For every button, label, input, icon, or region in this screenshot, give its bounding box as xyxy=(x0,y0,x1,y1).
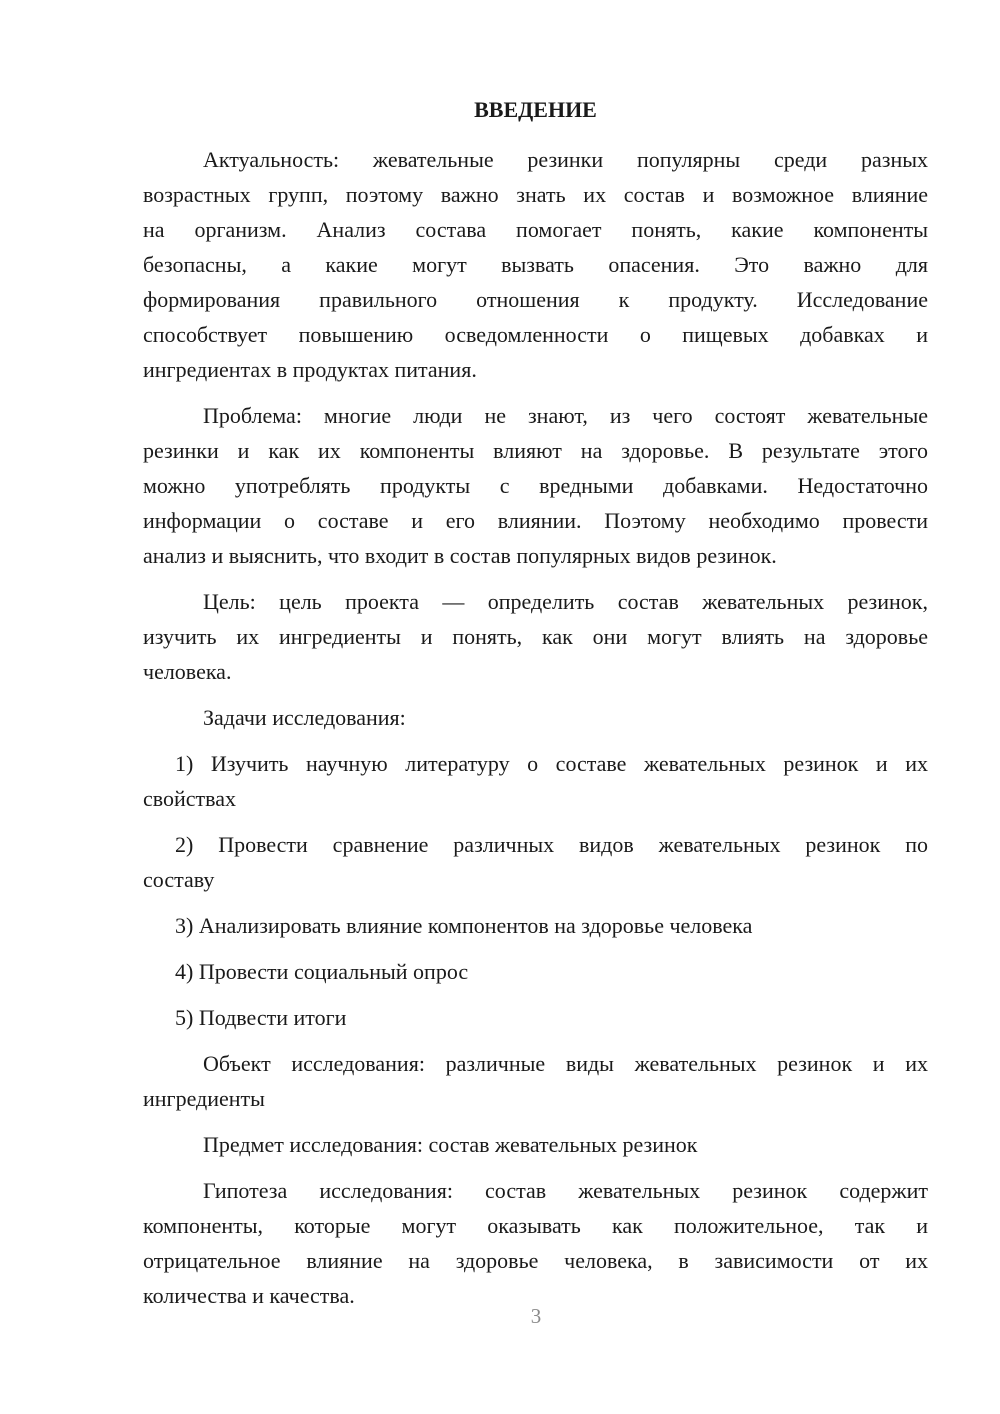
paragraph xyxy=(143,1127,928,1162)
text-line: Предмет исследования: состав жевательных резинок xyxy=(203,1132,698,1157)
text-line: возрастных групп, поэтому важно знать их состав и возможное влияние xyxy=(143,182,928,207)
text-line: резинки и как их компоненты влияют на здоровье. В результате этого xyxy=(143,438,928,463)
text-line: Объект исследования: различные виды жевательных резинок и их xyxy=(203,1051,928,1076)
text-line: Гипотеза исследования: состав жевательных резинок содержит xyxy=(203,1178,928,1203)
text-line: формирования правильного отношения к продукту. Исследование xyxy=(143,287,928,312)
text-line: изучить их ингредиенты и понять, как они могут влиять на здоровье xyxy=(143,624,928,649)
paragraph xyxy=(143,700,928,735)
text-line: ингредиентах в продуктах питания. xyxy=(143,357,477,382)
section-title: ВВЕДЕНИЕ xyxy=(474,97,597,122)
task-list-item xyxy=(143,1000,928,1035)
text-line: Задачи исследования: xyxy=(203,705,406,730)
text-line: способствует повышению осведомленности о пищевых добавках и xyxy=(143,322,928,347)
text-line: 4) Провести социальный опрос xyxy=(175,959,469,984)
paragraph xyxy=(143,1046,928,1116)
text-line: 3) Анализировать влияние компонентов на здоровье человека xyxy=(175,913,753,938)
page-number: 3 xyxy=(530,1304,542,1328)
paragraph xyxy=(143,142,928,387)
text-line: 1) Изучить научную литературу о составе жевательных резинок и их xyxy=(175,751,928,776)
task-list-item xyxy=(143,908,928,943)
text-line: Актуальность: жевательные резинки популярны среди разных xyxy=(203,147,928,172)
text-line: составу xyxy=(143,867,215,892)
text-line: на организм. Анализ состава помогает понять, какие компоненты xyxy=(143,217,928,242)
text-line: человека. xyxy=(143,659,232,684)
task-list-item xyxy=(143,954,928,989)
task-list-item xyxy=(143,827,928,897)
paragraph xyxy=(143,398,928,573)
document-page xyxy=(143,92,928,1324)
text-line: компоненты, которые могут оказывать как положительное, так и xyxy=(143,1213,928,1238)
text-line: 2) Провести сравнение различных видов жевательных резинок по xyxy=(175,832,928,857)
text-line: безопасны, а какие могут вызвать опасения. Это важно для xyxy=(143,252,928,277)
text-line: анализ и выяснить, что входит в состав популярных видов резинок. xyxy=(143,543,777,568)
task-list-item xyxy=(143,746,928,816)
text-line: Проблема: многие люди не знают, из чего состоят жевательные xyxy=(203,403,928,428)
text-line: отрицательное влияние на здоровье человека, в зависимости от их xyxy=(143,1248,928,1273)
text-line: 5) Подвести итоги xyxy=(175,1005,347,1030)
document-body xyxy=(143,142,928,1313)
text-line: количества и качества. xyxy=(143,1283,355,1308)
text-line: информации о составе и его влиянии. Поэтому необходимо провести xyxy=(143,508,928,533)
text-line: ингредиенты xyxy=(143,1086,265,1111)
paragraph xyxy=(143,1173,928,1313)
paragraph xyxy=(143,584,928,689)
text-line: Цель: цель проекта — определить состав жевательных резинок, xyxy=(203,589,928,614)
text-line: можно употреблять продукты с вредными добавками. Недостаточно xyxy=(143,473,928,498)
text-line: свойствах xyxy=(143,786,237,811)
